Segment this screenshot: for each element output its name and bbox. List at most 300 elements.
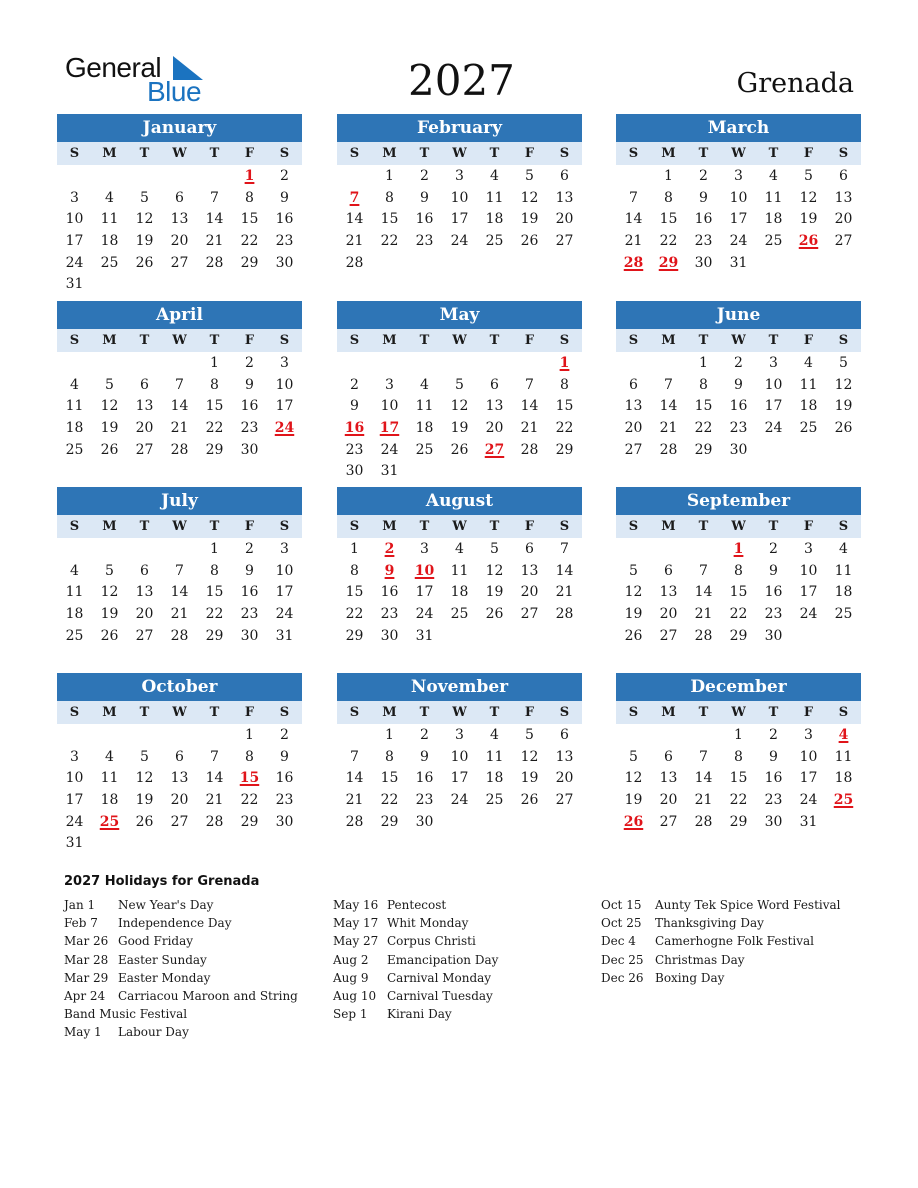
weekday-label: S [838,333,849,348]
holiday-item [601,932,871,950]
date-cell: 7 [175,562,184,579]
date-cell: 16 [729,398,748,415]
month-september [616,487,861,647]
date-cell: 1 [210,355,219,371]
date-cell: 16 [240,584,259,601]
date-cell: 19 [135,792,154,809]
date-cell: 24 [450,233,469,250]
date-cell: 18 [485,770,504,787]
date-cell: 16 [380,584,399,601]
date-cell: 4 [839,541,848,557]
holiday-name: Whit Monday [387,916,469,931]
holiday-name: Easter Monday [118,970,211,985]
holiday-list-title: 2027 Holidays for Grenada [64,874,260,889]
date-cell: 27 [659,813,678,830]
date-cell: 19 [520,211,539,228]
date-cell: 11 [834,748,853,765]
holiday-date: May 17 [333,916,379,931]
empty-cell [686,725,721,747]
days-grid [616,725,861,833]
date-cell: 6 [560,168,569,184]
date-cell: 7 [664,376,673,393]
date-cell: 20 [555,211,574,228]
date-cell: 4 [455,541,464,557]
country-name: Grenada [736,68,854,99]
date-cell: 14 [694,584,713,601]
holiday-name: Kirani Day [387,1007,452,1022]
date-cell: 30 [764,813,783,830]
date-cell: 22 [240,792,259,809]
date-cell: 7 [560,541,569,557]
date-cell: 27 [555,792,574,809]
weekday-label: T [419,519,430,534]
date-cell: 6 [175,748,184,765]
date-cell: 15 [694,398,713,415]
date-cell: 9 [769,748,778,765]
date-cell: 22 [240,233,259,250]
empty-cell [442,353,477,375]
date-cell: 13 [170,211,189,228]
date-cell: 26 [834,420,853,437]
date-cell: 2 [699,168,708,184]
date-cell: 1 [210,541,219,557]
date-cell: 26 [520,233,539,250]
date-cell: 10 [729,189,748,206]
date-cell: 6 [560,727,569,743]
date-cell: 1 [245,727,254,743]
date-cell: 10 [450,189,469,206]
date-cell: 13 [170,770,189,787]
date-cell: 5 [140,189,149,206]
holiday-item [333,969,603,987]
date-cell: 31 [729,254,748,271]
date-cell: 8 [699,376,708,393]
weekday-label: T [489,519,500,534]
date-cell: 4 [420,376,429,393]
date-cell: 8 [210,562,219,579]
weekday-label: T [209,333,220,348]
logo-word-general: General [65,52,162,83]
date-cell: 30 [240,441,259,458]
date-cell: 27 [135,627,154,644]
date-cell: 8 [210,376,219,393]
date-cell: 17 [65,792,84,809]
weekday-label: M [382,146,397,161]
date-cell: 22 [205,606,224,623]
empty-cell [127,725,162,747]
empty-cell [162,166,197,188]
weekday-label: S [349,333,360,348]
date-cell: 4 [769,168,778,184]
date-cell: 22 [659,233,678,250]
date-cell: 29 [345,627,364,644]
date-cell: 11 [764,189,783,206]
date-cell: 8 [385,189,394,206]
weekday-label: S [559,333,570,348]
date-cell: 24 [65,254,84,271]
empty-cell [57,539,92,561]
holiday-name: New Year's Day [118,898,214,912]
holiday-name: Carnival Tuesday [387,989,493,1004]
month-july [57,487,302,647]
weekday-label: S [279,705,290,720]
date-cell: 3 [280,355,289,371]
date-cell: 31 [380,463,399,480]
date-cell: 21 [170,420,189,437]
date-cell: 9 [280,748,289,765]
date-cell: 13 [135,398,154,415]
date-cell: 31 [799,813,818,830]
date-cell: 30 [764,627,783,644]
date-cell: 9 [769,562,778,579]
holiday-date-cell: 29 [658,254,679,271]
date-cell: 18 [834,584,853,601]
date-cell: 19 [485,584,504,601]
month-title: February [337,114,582,142]
holiday-item [333,914,603,932]
weekday-header-row [57,142,302,165]
weekday-label: M [661,519,676,534]
date-cell: 12 [520,748,539,765]
date-cell: 20 [659,792,678,809]
holiday-date: Mar 28 [64,952,109,967]
date-cell: 19 [624,606,643,623]
date-cell: 18 [764,211,783,228]
date-cell: 20 [624,420,643,437]
empty-cell [337,725,372,747]
weekday-label: S [69,333,80,348]
date-cell: 5 [140,748,149,765]
date-cell: 22 [555,420,574,437]
weekday-header-row [57,515,302,538]
holiday-date-cell: 27 [484,441,505,458]
date-cell: 11 [65,584,84,601]
weekday-header-row [616,329,861,352]
date-cell: 5 [105,376,114,393]
date-cell: 5 [629,562,638,579]
date-cell: 29 [694,441,713,458]
date-cell: 6 [664,562,673,579]
days-grid [337,725,582,833]
date-cell: 25 [65,627,84,644]
date-cell: 11 [65,398,84,415]
weekday-label: W [172,519,187,534]
date-cell: 6 [490,376,499,393]
holiday-date-cell: 24 [274,420,295,437]
date-cell: 16 [694,211,713,228]
holiday-item [64,896,334,914]
date-cell: 18 [65,420,84,437]
date-cell: 2 [280,727,289,743]
date-cell: 6 [175,189,184,206]
date-cell: 2 [245,355,254,371]
date-cell: 12 [135,770,154,787]
holiday-item [64,914,334,932]
date-cell: 27 [624,441,643,458]
general-blue-logo [65,52,215,108]
holiday-name: Carnival Monday [387,970,492,985]
date-cell: 26 [100,627,119,644]
holiday-item [601,896,871,914]
holiday-item [601,969,871,987]
date-cell: 10 [799,562,818,579]
date-cell: 14 [624,211,643,228]
date-cell: 21 [624,233,643,250]
weekday-label: T [419,333,430,348]
weekday-label: S [349,146,360,161]
date-cell: 9 [245,562,254,579]
date-cell: 13 [555,189,574,206]
weekday-label: W [172,705,187,720]
date-cell: 25 [764,233,783,250]
holiday-item [333,932,603,950]
date-cell: 25 [450,606,469,623]
date-cell: 12 [100,584,119,601]
date-cell: 23 [694,233,713,250]
holiday-date: Oct 25 [601,916,642,931]
date-cell: 11 [450,562,469,579]
date-cell: 29 [729,813,748,830]
empty-cell [127,353,162,375]
date-cell: 2 [280,168,289,184]
weekday-label: F [244,705,255,720]
empty-cell [337,353,372,375]
date-cell: 5 [105,562,114,579]
date-cell: 10 [65,770,84,787]
date-cell: 13 [834,189,853,206]
holiday-date-cell: 28 [623,254,644,271]
holiday-column [333,896,603,1023]
weekday-label: W [731,146,746,161]
date-cell: 27 [555,233,574,250]
weekday-label: F [524,333,535,348]
holiday-date: Jan 1 [64,898,96,912]
date-cell: 31 [415,627,434,644]
date-cell: 25 [799,420,818,437]
weekday-label: F [803,146,814,161]
month-title: March [616,114,861,142]
date-cell: 7 [350,748,359,765]
days-grid [616,539,861,647]
date-cell: 11 [485,189,504,206]
date-cell: 18 [834,770,853,787]
weekday-header-row [337,701,582,724]
date-cell: 23 [764,792,783,809]
date-cell: 4 [105,748,114,765]
holiday-date: Sep 1 [333,1007,368,1022]
holiday-date: Mar 29 [64,970,109,985]
date-cell: 3 [70,189,79,206]
date-cell: 21 [345,233,364,250]
calendar-year: 2027 [408,56,515,105]
holiday-column [64,896,334,1042]
date-cell: 30 [380,627,399,644]
date-cell: 16 [275,770,294,787]
weekday-label: T [419,146,430,161]
date-cell: 8 [350,562,359,579]
date-cell: 1 [734,727,743,743]
weekday-label: S [279,333,290,348]
weekday-label: T [768,333,779,348]
date-cell: 21 [170,606,189,623]
weekday-label: W [452,333,467,348]
weekday-label: S [69,146,80,161]
date-cell: 19 [450,420,469,437]
date-cell: 31 [65,835,84,852]
date-cell: 15 [205,584,224,601]
date-cell: 25 [415,441,434,458]
date-cell: 15 [240,211,259,228]
empty-cell [57,353,92,375]
weekday-label: T [698,146,709,161]
days-grid [57,539,302,647]
date-cell: 22 [729,792,748,809]
holiday-name: Corpus Christi [387,934,476,949]
holiday-date-cell: 1 [559,355,570,371]
date-cell: 8 [245,748,254,765]
holiday-name: Pentecost [387,898,447,912]
holiday-date-cell: 16 [344,420,365,437]
date-cell: 12 [834,376,853,393]
date-cell: 20 [555,770,574,787]
weekday-label: S [838,146,849,161]
date-cell: 14 [345,770,364,787]
holiday-item [333,987,603,1005]
holiday-name: Carriacou Maroon and String [118,989,298,1004]
date-cell: 24 [729,233,748,250]
holiday-item [64,1023,334,1041]
date-cell: 23 [240,606,259,623]
weekday-label: S [559,519,570,534]
date-cell: 19 [624,792,643,809]
date-cell: 12 [485,562,504,579]
days-grid [337,539,582,647]
date-cell: 13 [624,398,643,415]
date-cell: 20 [135,606,154,623]
date-cell: 3 [385,376,394,393]
weekday-label: T [139,519,150,534]
date-cell: 2 [769,541,778,557]
date-cell: 1 [385,727,394,743]
empty-cell [197,725,232,747]
date-cell: 20 [520,584,539,601]
date-cell: 23 [764,606,783,623]
date-cell: 5 [804,168,813,184]
weekday-label: T [209,519,220,534]
date-cell: 3 [420,541,429,557]
date-cell: 23 [415,233,434,250]
date-cell: 23 [345,441,364,458]
holiday-item [333,1005,603,1023]
days-grid [616,353,861,461]
weekday-label: M [382,705,397,720]
date-cell: 22 [729,606,748,623]
date-cell: 13 [659,770,678,787]
date-cell: 5 [629,748,638,765]
date-cell: 8 [734,748,743,765]
date-cell: 15 [729,584,748,601]
holiday-date: Dec 26 [601,970,644,985]
month-title: August [337,487,582,515]
weekday-label: T [698,333,709,348]
date-cell: 20 [170,792,189,809]
date-cell: 30 [275,254,294,271]
date-cell: 3 [769,355,778,371]
date-cell: 19 [520,770,539,787]
weekday-header-row [616,515,861,538]
date-cell: 14 [694,770,713,787]
date-cell: 2 [420,727,429,743]
date-cell: 23 [275,233,294,250]
weekday-label: F [803,519,814,534]
date-cell: 29 [240,813,259,830]
holiday-item [601,914,871,932]
weekday-label: T [139,705,150,720]
date-cell: 26 [624,627,643,644]
holiday-date: Feb 7 [64,916,98,931]
date-cell: 24 [450,792,469,809]
holiday-date-cell: 7 [349,189,360,206]
date-cell: 19 [100,606,119,623]
date-cell: 11 [100,211,119,228]
date-cell: 11 [834,562,853,579]
date-cell: 6 [839,168,848,184]
holiday-date: Oct 15 [601,898,642,912]
date-cell: 15 [380,770,399,787]
empty-cell [616,539,651,561]
holiday-date: Aug 9 [333,970,369,985]
date-cell: 10 [450,748,469,765]
date-cell: 29 [380,813,399,830]
date-cell: 9 [280,189,289,206]
weekday-label: T [209,705,220,720]
month-february [337,114,582,274]
date-cell: 10 [275,562,294,579]
date-cell: 29 [555,441,574,458]
date-cell: 18 [450,584,469,601]
month-title: September [616,487,861,515]
date-cell: 17 [799,584,818,601]
month-title: November [337,673,582,701]
date-cell: 20 [659,606,678,623]
date-cell: 28 [520,441,539,458]
empty-cell [197,166,232,188]
date-cell: 21 [520,420,539,437]
weekday-label: W [731,705,746,720]
date-cell: 5 [525,168,534,184]
date-cell: 19 [834,398,853,415]
date-cell: 26 [100,441,119,458]
holiday-item [601,951,871,969]
holiday-date-cell: 9 [384,562,395,579]
date-cell: 29 [205,441,224,458]
holiday-date: Aug 10 [333,989,377,1004]
date-cell: 7 [210,748,219,765]
date-cell: 9 [420,189,429,206]
weekday-label: W [731,519,746,534]
date-cell: 8 [245,189,254,206]
date-cell: 15 [555,398,574,415]
holiday-date-cell: 15 [239,770,260,787]
holiday-name-continuation: Band Music Festival [64,1007,188,1022]
weekday-label: S [628,146,639,161]
date-cell: 17 [275,398,294,415]
month-title: May [337,301,582,329]
date-cell: 1 [699,355,708,371]
date-cell: 31 [275,627,294,644]
date-cell: 24 [380,441,399,458]
date-cell: 17 [450,211,469,228]
